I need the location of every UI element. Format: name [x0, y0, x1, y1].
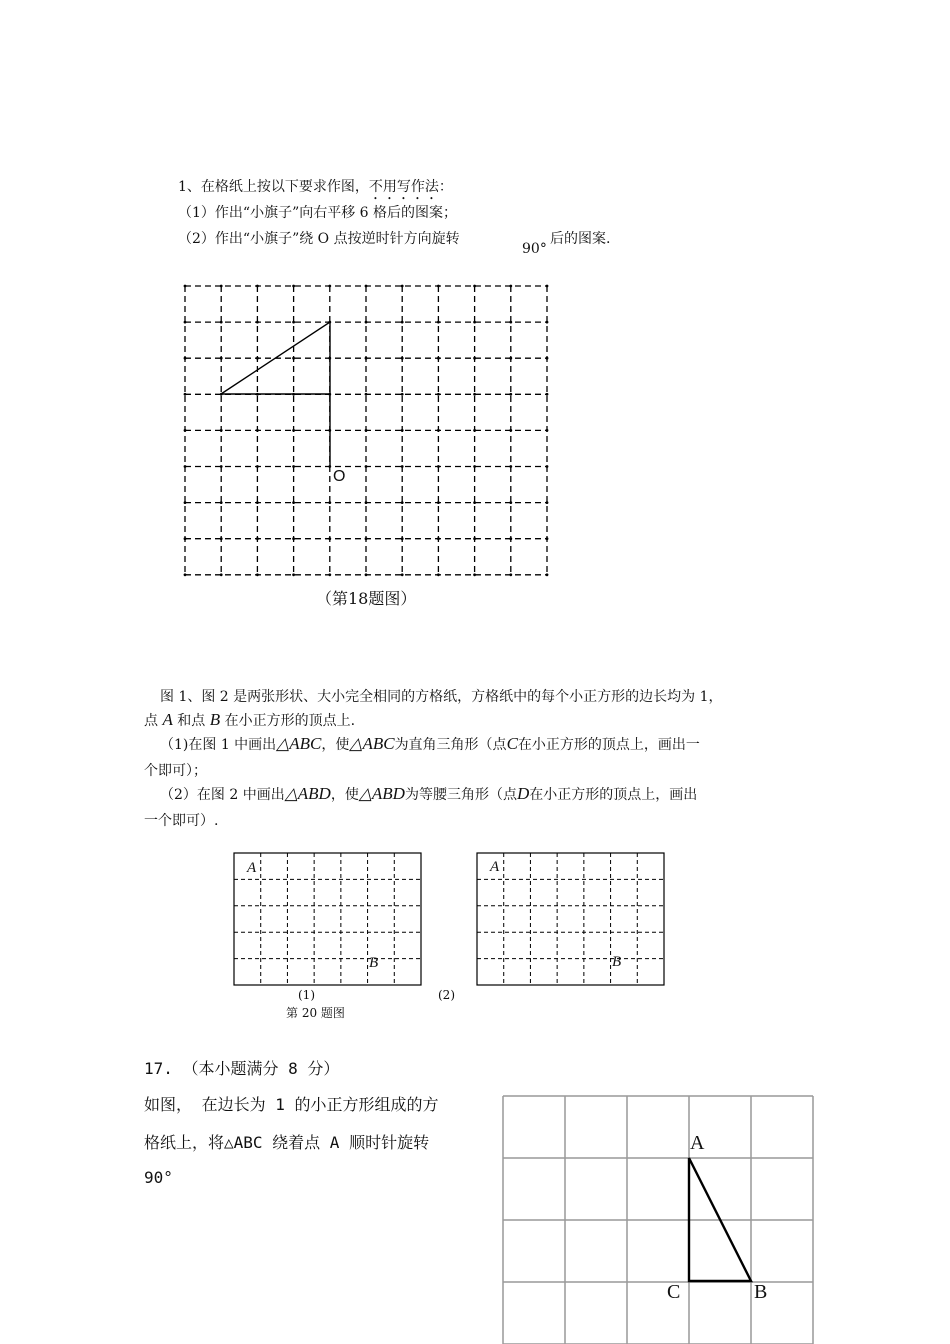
q17-label-b: B — [754, 1281, 768, 1303]
q18-item2-tail: 后的图案. — [550, 231, 611, 247]
var-b: B — [209, 710, 221, 729]
fig1-point-b: B — [369, 955, 379, 971]
q18-item2: （2）作出“小旗子”绕 O 点按逆时针方向旋转 — [178, 231, 460, 247]
var-a: A — [162, 710, 173, 729]
q20-line3: （1)在图 1 中画出△ABC，使△ABC为直角三角形（点C在小正方形的顶点上，画出一 — [160, 734, 700, 753]
q18-emphasis: 不用写作法 — [368, 179, 439, 195]
q20-caption: 第 20 题图 — [286, 1006, 345, 1020]
q20-line6: 一个即可）. — [144, 813, 219, 829]
q17-solid-grid — [503, 1096, 813, 1344]
q20-line1: 图 1、图 2 是两张形状、大小完全相同的方格纸，方格纸中的每个小正方形的边长均为 1， — [160, 689, 723, 705]
fig1-label: (1) — [298, 988, 315, 1002]
q17-label-c: C — [667, 1281, 681, 1303]
fig2-point-a: A — [490, 859, 500, 875]
q17-heading: 17. （本小题满分 8 分） — [144, 1059, 340, 1078]
fig2-label: (2) — [438, 988, 455, 1002]
var-c: C — [506, 734, 518, 753]
q17-body-line1: 如图， 在边长为 1 的小正方形组成的方 — [144, 1095, 439, 1114]
fig1-point-a: A — [247, 860, 257, 876]
q18-degree: 90° — [522, 241, 547, 257]
q17-body-line2: 格纸上，将△ABC 绕着点 A 顺时针旋转 — [144, 1133, 430, 1152]
q18-item1: （1）作出“小旗子”向右平移 6 格后的图案； — [178, 205, 458, 221]
q20-line4: 个即可）； — [144, 763, 207, 779]
q20-line5: （2）在图 2 中画出△ABD，使△ABD为等腰三角形（点D在小正方形的顶点上，画出 — [160, 784, 698, 803]
var-d: D — [516, 784, 530, 803]
point-o-label: O — [333, 468, 346, 485]
q20-line2: 点 A 和点 B 在小正方形的顶点上. — [144, 710, 356, 729]
q18-intro: 1、在格纸上按以下要求作图，不用写作法： — [178, 179, 453, 195]
q17-label-a: A — [690, 1132, 705, 1154]
fig2-point-b: B — [612, 954, 622, 970]
q18-caption: （第18题图） — [316, 589, 417, 608]
q17-body-line3: 90° — [144, 1168, 173, 1187]
